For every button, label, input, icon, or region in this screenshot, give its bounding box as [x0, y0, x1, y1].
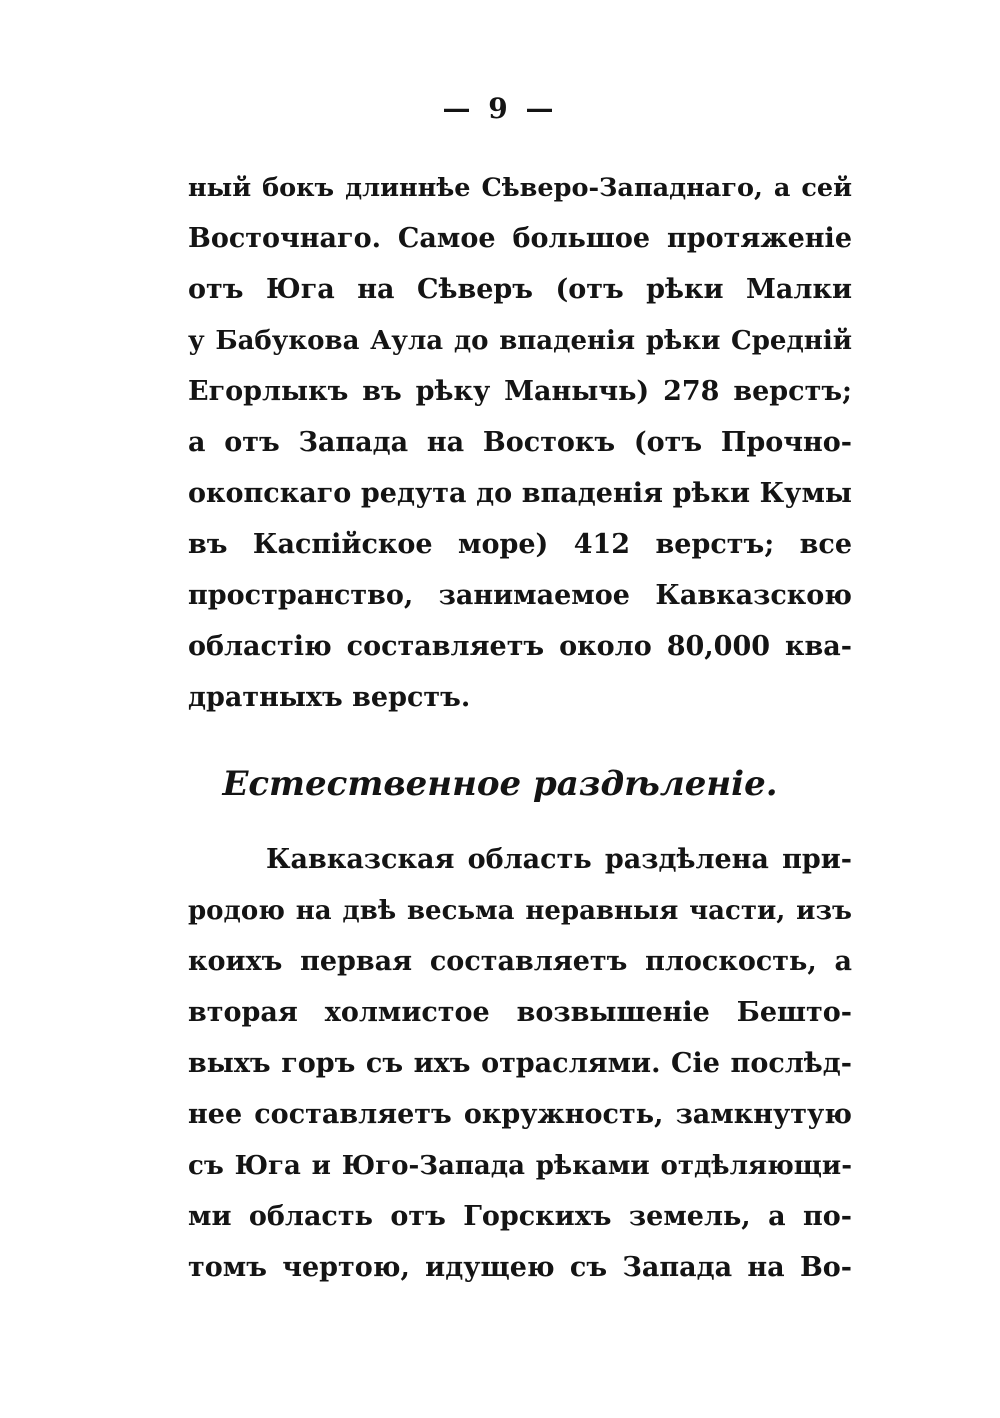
text-line: томъ чертою, идущею съ Запада на Во- — [188, 1252, 852, 1283]
section-heading: Естественное раздѣленіе. — [222, 764, 778, 804]
text-line: вторая холмистое возвышеніе Бешто- — [188, 997, 852, 1028]
text-line: въ Каспійское море) 412 верстъ; все — [188, 529, 852, 560]
text-line: Егорлыкъ въ рѣку Манычь) 278 верстъ; — [188, 376, 852, 407]
text-line: Восточнаго. Самое большое протяженіе — [188, 223, 852, 254]
text-line: коихъ первая составляетъ плоскость, а — [188, 946, 852, 977]
text-line: пространство, занимаемое Кавказскою — [188, 580, 852, 611]
text-line: Кавказская область раздѣлена при- — [266, 844, 852, 875]
text-line: съ Юга и Юго-Запада рѣками отдѣляющи- — [188, 1151, 852, 1181]
text-line: областію составляетъ около 80,000 ква- — [188, 631, 852, 662]
text-line: ми область отъ Горскихъ земель, а по- — [188, 1201, 852, 1232]
text-line: отъ Юга на Сѣверъ (отъ рѣки Малки — [188, 274, 852, 305]
text-line: выхъ горъ съ ихъ отраслями. Сіе послѣд- — [188, 1048, 852, 1079]
text-line: ный бокъ длиннѣе Сѣверо-Западнаго, а сей — [188, 173, 852, 203]
text-line: у Бабукова Аула до впаденія рѣки Средній — [188, 326, 852, 356]
page-number: — 9 — — [442, 92, 558, 125]
text-line: а отъ Запада на Востокъ (отъ Прочно- — [188, 427, 852, 458]
text-line: нее составляетъ окружность, замкнутую — [188, 1099, 852, 1130]
text-line: родою на двѣ весьма неравныя части, изъ — [188, 896, 852, 926]
text-line: дратныхъ верстъ. — [188, 682, 471, 713]
text-line: окопскаго редута до впаденія рѣки Кумы — [188, 478, 852, 509]
